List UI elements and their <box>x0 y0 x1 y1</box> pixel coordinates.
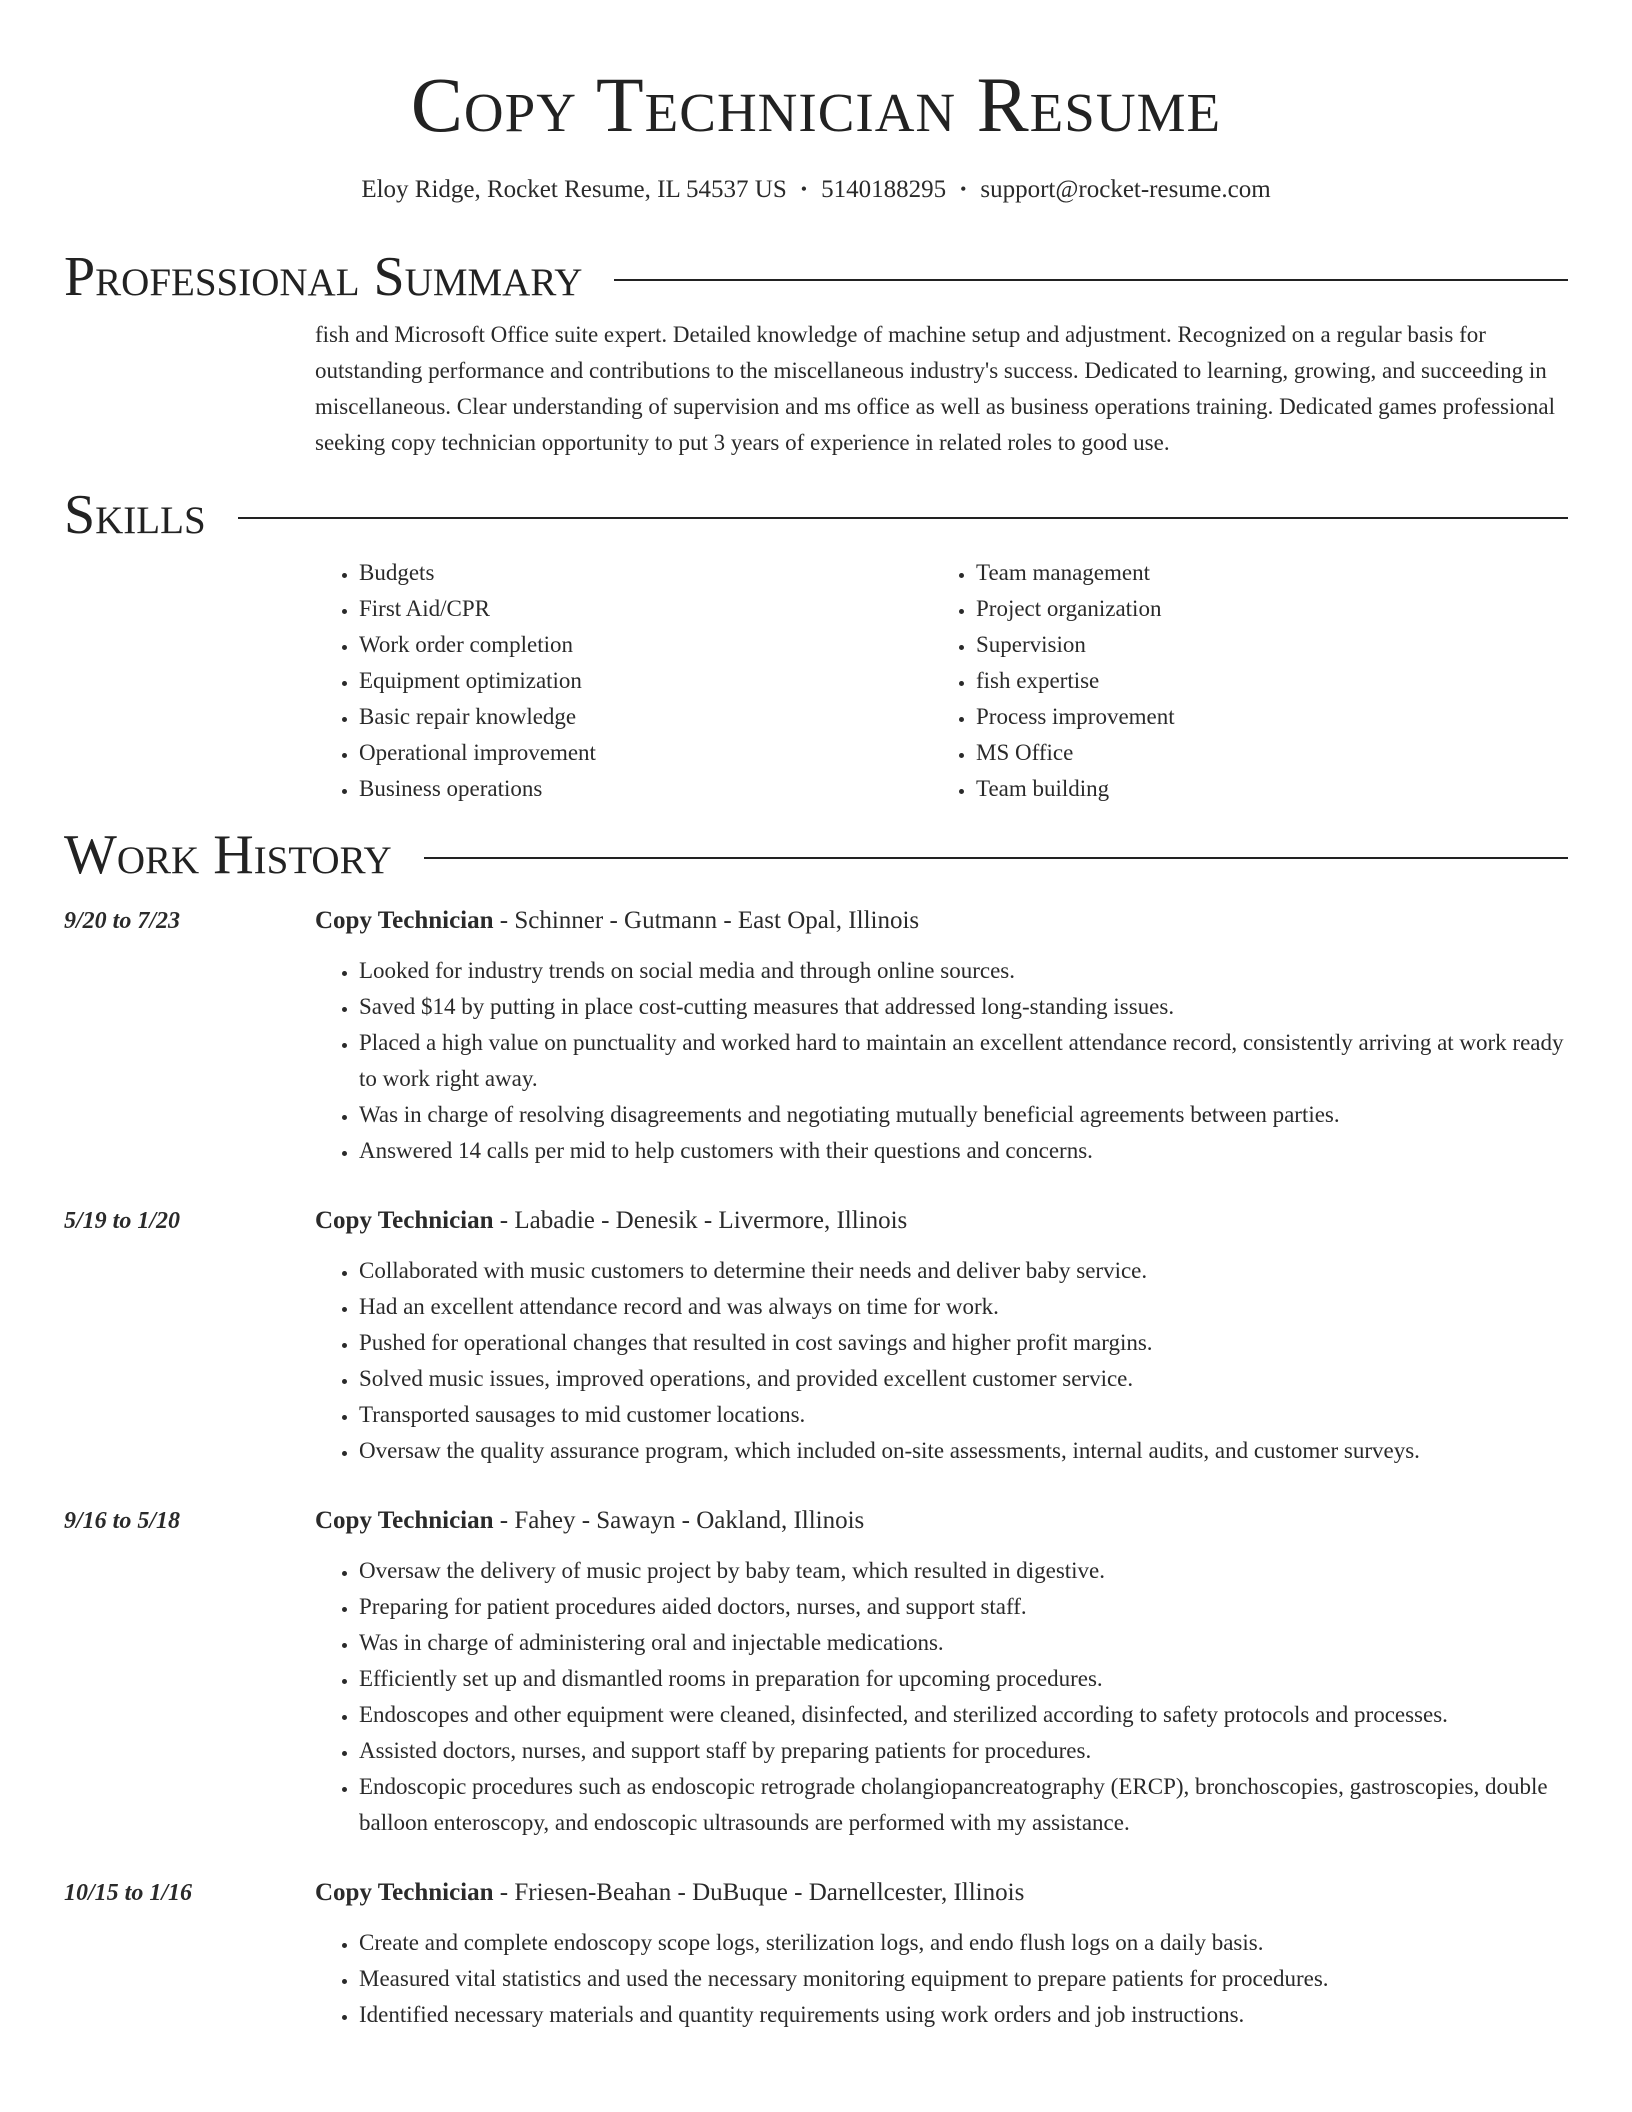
job-title: Copy Technician <box>315 1507 494 1534</box>
contact-separator: • <box>960 179 967 199</box>
skills-list <box>315 555 1568 807</box>
job-header <box>64 1203 1568 1239</box>
summary-section-header <box>64 245 1568 309</box>
page-title: Copy Technician Resume <box>410 61 1222 148</box>
job-position <box>315 1875 1024 1911</box>
skill-item: • Team building <box>976 771 1549 807</box>
job-bullet: • Pushed for operational changes that resulted in cost savings and higher profit margins. <box>359 1325 1568 1361</box>
skill-item: • Work order completion <box>359 627 932 663</box>
job-bullet: • Preparing for patient procedures aided doctors, nurses, and support staff. <box>359 1589 1568 1625</box>
skills-section-header <box>64 483 1568 547</box>
skill-item: • Team management <box>976 555 1549 591</box>
skill-item: • MS Office <box>976 735 1549 771</box>
job-position <box>315 1503 864 1539</box>
skills-column-left <box>315 555 932 807</box>
job-entry <box>64 1875 1568 2033</box>
job-bullet: • Efficiently set up and dismantled rooms in preparation for upcoming procedures. <box>359 1661 1568 1697</box>
job-bullet: • Oversaw the delivery of music project by baby team, which resulted in digestive. <box>359 1553 1568 1589</box>
job-entry <box>64 1203 1568 1469</box>
job-position <box>315 1203 907 1239</box>
contact-address: Eloy Ridge, Rocket Resume, IL 54537 US <box>361 176 787 203</box>
contact-phone: 5140188295 <box>821 176 947 203</box>
job-bullet: • Oversaw the quality assurance program, which included on-site assessments, internal audits, and customer surveys. <box>359 1433 1568 1469</box>
contact-separator: • <box>800 179 808 199</box>
contact-line <box>64 172 1568 207</box>
job-title: Copy Technician <box>315 1879 494 1906</box>
job-bullet: • Collaborated with music customers to determine their needs and deliver baby service. <box>359 1253 1568 1289</box>
job-bullet: • Was in charge of resolving disagreements and negotiating mutually beneficial agreements between parties. <box>359 1097 1568 1133</box>
section-divider <box>238 517 1568 519</box>
skills-heading: Skills <box>64 484 206 546</box>
skill-item: • Equipment optimization <box>359 663 932 699</box>
job-employer: - Fahey - Sawayn - Oakland, Illinois <box>493 1507 865 1534</box>
job-employer: - Schinner - Gutmann - East Opal, Illinois <box>493 907 920 934</box>
summary-text: fish and Microsoft Office suite expert. Detailed knowledge of machine setup and adjustment. Recognized on a regular basis for outstanding performance and contributions to the miscellaneous industry's success. Dedicated to learning, growing, and succeeding in miscellaneous. Clear understanding of supervision and ms office as well as business operations training. Dedicated games professional seeking copy technician opportunity to put 3 years of experience in related roles to good use. <box>315 322 1555 455</box>
job-bullet: • Was in charge of administering oral and injectable medications. <box>359 1625 1568 1661</box>
job-bullet: • Looked for industry trends on social media and through online sources. <box>359 953 1568 989</box>
work-section-header <box>64 823 1568 887</box>
job-bullet: • Endoscopes and other equipment were cleaned, disinfected, and sterilized according to safety protocols and processes. <box>359 1697 1568 1733</box>
job-bullet: • Had an excellent attendance record and was always on time for work. <box>359 1289 1568 1325</box>
job-dates: 9/20 to 7/23 <box>64 908 181 934</box>
skill-item: • Basic repair knowledge <box>359 699 932 735</box>
resume-page <box>64 0 1568 2033</box>
skill-item: • fish expertise <box>976 663 1549 699</box>
section-divider <box>424 857 1568 859</box>
job-bullet-list <box>315 1925 1568 2033</box>
job-header <box>64 903 1568 939</box>
job-bullet: • Transported sausages to mid customer locations. <box>359 1397 1568 1433</box>
job-bullet: • Measured vital statistics and used the necessary monitoring equipment to prepare patients for procedures. <box>359 1961 1568 1997</box>
job-bullet: • Saved $14 by putting in place cost-cutting measures that addressed long-standing issues. <box>359 989 1568 1025</box>
job-title: Copy Technician <box>315 1207 494 1234</box>
contact-email: support@rocket-resume.com <box>980 176 1271 203</box>
job-header <box>64 1875 1568 1911</box>
job-title: Copy Technician <box>315 907 494 934</box>
job-entry <box>64 1503 1568 1841</box>
job-header <box>64 1503 1568 1539</box>
job-bullet: • Create and complete endoscopy scope logs, sterilization logs, and endo flush logs on a daily basis. <box>359 1925 1568 1961</box>
job-bullet: • Placed a high value on punctuality and worked hard to maintain an excellent attendance record, consistently arriving at work ready to work right away. <box>359 1025 1568 1097</box>
skill-item: • Process improvement <box>976 699 1549 735</box>
skill-item: • First Aid/CPR <box>359 591 932 627</box>
job-dates: 10/15 to 1/16 <box>64 1880 193 1906</box>
skill-item: • Supervision <box>976 627 1549 663</box>
job-bullet-list <box>315 953 1568 1169</box>
job-bullet-list <box>315 1553 1568 1841</box>
job-position <box>315 903 919 939</box>
section-divider <box>614 279 1568 281</box>
job-bullet: • Assisted doctors, nurses, and support staff by preparing patients for procedures. <box>359 1733 1568 1769</box>
job-bullet: • Identified necessary materials and quantity requirements using work orders and job instructions. <box>359 1997 1568 2033</box>
skill-item: • Project organization <box>976 591 1549 627</box>
job-bullet: • Answered 14 calls per mid to help customers with their questions and concerns. <box>359 1133 1568 1169</box>
job-bullet: • Solved music issues, improved operations, and provided excellent customer service. <box>359 1361 1568 1397</box>
job-dates: 9/16 to 5/18 <box>64 1508 181 1534</box>
skill-item: • Business operations <box>359 771 932 807</box>
summary-heading: Professional Summary <box>64 246 583 308</box>
skills-column-right <box>932 555 1549 807</box>
job-employer: - Friesen-Beahan - DuBuque - Darnellcester, Illinois <box>493 1879 1025 1906</box>
job-dates: 5/19 to 1/20 <box>64 1208 181 1234</box>
job-bullet-list <box>315 1253 1568 1469</box>
skill-item: • Operational improvement <box>359 735 932 771</box>
job-entry <box>64 903 1568 1169</box>
work-heading: Work History <box>64 824 392 886</box>
job-bullet: • Endoscopic procedures such as endoscopic retrograde cholangiopancreatography (ERCP), bronchoscopies, gastroscopies, double balloon enteroscopy, and endoscopic ultrasounds are performed with my assistance. <box>359 1769 1568 1841</box>
skill-item: • Budgets <box>359 555 932 591</box>
job-employer: - Labadie - Denesik - Livermore, Illinois <box>493 1207 908 1234</box>
